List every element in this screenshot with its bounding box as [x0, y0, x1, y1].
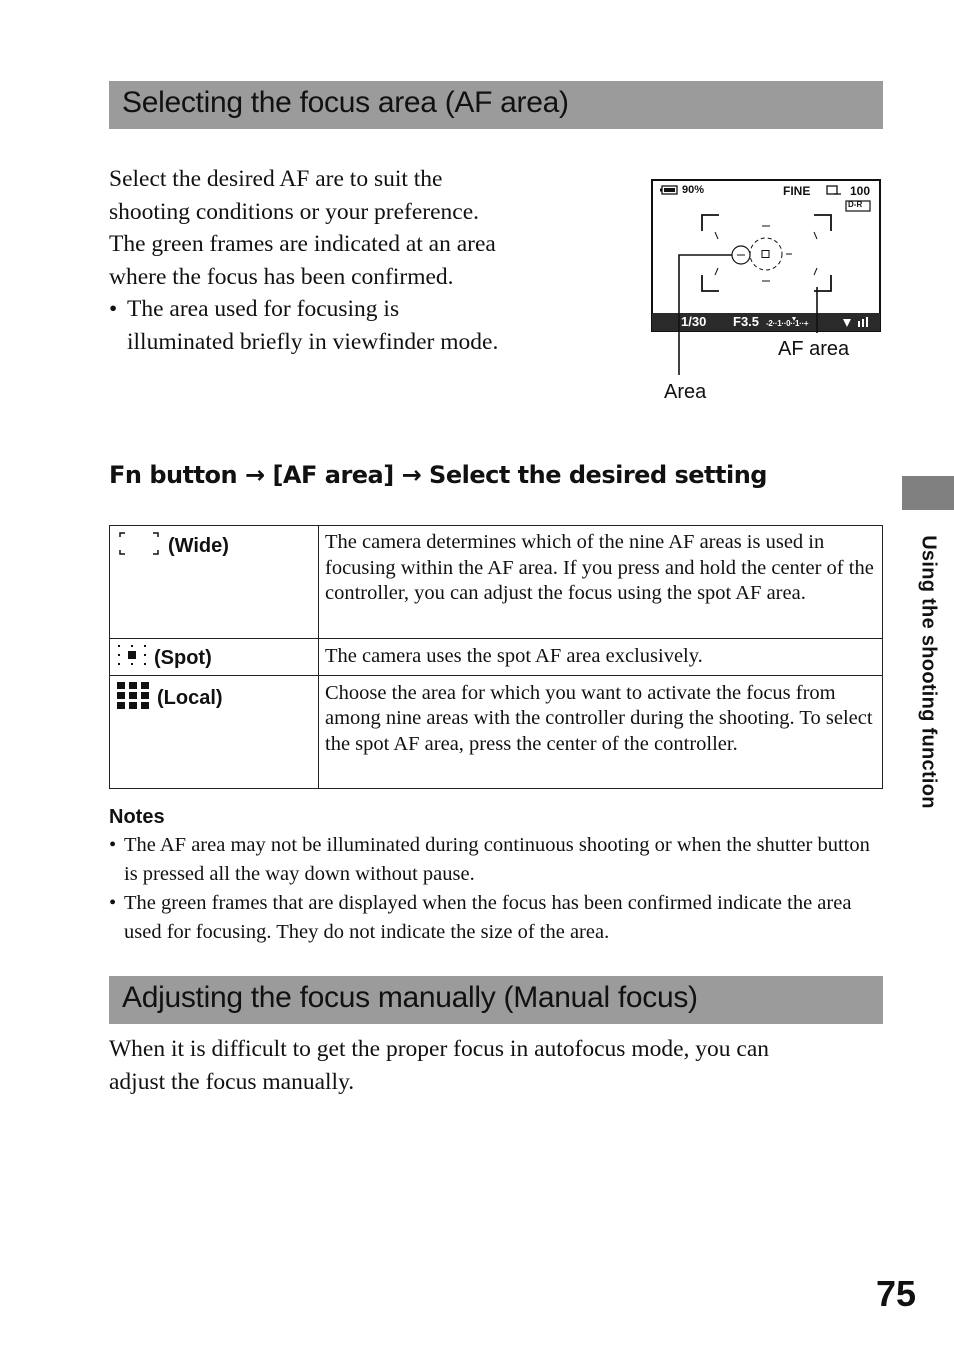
- af-area-callout: AF area: [778, 338, 850, 360]
- shutter-speed: 1/30: [681, 314, 707, 329]
- battery-percent: 90%: [682, 184, 705, 196]
- intro-line: Select the desired AF are to suit the: [109, 166, 443, 192]
- table-row: [110, 526, 883, 639]
- note-item: [109, 831, 884, 889]
- local-af-icon: [117, 682, 150, 716]
- table-cell-mode: [110, 526, 319, 639]
- lcd-diagram: [651, 179, 891, 409]
- arrow-icon: →: [244, 461, 265, 489]
- table-cell-description: The camera uses the spot AF area exclusively.: [319, 639, 883, 676]
- table-row: [110, 639, 883, 676]
- table-cell-description: Choose the area for which you want to activate the focus from among nine areas with the controller during the shooting. To select the spot AF area, press the center of the controller.: [319, 675, 883, 788]
- chapter-tab-marker: [902, 476, 954, 510]
- dro-label: D-R: [848, 200, 863, 209]
- exposure-scale: -2··1··0··1··+: [766, 319, 809, 328]
- manual-focus-paragraph: [109, 1033, 889, 1098]
- bullet-mark: •: [109, 296, 118, 322]
- spot-af-icon: [117, 642, 147, 674]
- page-number: 75: [875, 1273, 916, 1314]
- intro-line: where the focus has been confirmed.: [109, 263, 454, 290]
- mode-name: (Spot): [154, 646, 212, 669]
- table-cell-description: The camera determines which of the nine AF areas is used in focusing within the AF area. If you press and hold the center of the controller, you can adjust the focus using the spot AF area.: [319, 526, 883, 639]
- arrow-icon: →: [401, 461, 422, 489]
- table-row: [110, 675, 883, 788]
- mode-label: [110, 526, 318, 562]
- note-text: The green frames that are displayed when the focus has been confirmed indicate the area used for focusing. They do not indicate the size of the area.: [124, 892, 852, 943]
- wide-af-icon: [117, 530, 161, 562]
- section-title: Selecting the focus area (AF area): [122, 86, 569, 119]
- lcd-illustration: [651, 179, 891, 409]
- bullet-mark: •: [109, 892, 117, 914]
- aperture-value: F3.5: [733, 314, 760, 329]
- intro-line: The green frames are indicated at an area: [109, 231, 496, 257]
- section-header-af-area: [109, 81, 883, 129]
- table-cell-mode: [110, 675, 319, 788]
- procedure-af-area: [AF area]: [272, 461, 394, 489]
- image-quality: FINE: [783, 184, 811, 198]
- mode-name: (Wide): [168, 534, 229, 557]
- paragraph-line: adjust the focus manually.: [109, 1068, 355, 1095]
- intro-bullet-item: [109, 293, 569, 358]
- section-title: Adjusting the focus manually (Manual focus): [122, 981, 698, 1014]
- bullet-line: The area used for focusing is: [127, 296, 400, 322]
- notes-heading: Notes: [109, 806, 165, 828]
- af-area-table: [109, 525, 883, 789]
- procedure-fn-button: Fn button: [109, 461, 238, 489]
- mode-label: [110, 676, 318, 716]
- intro-paragraph: [109, 163, 569, 358]
- note-item: [109, 889, 884, 947]
- note-text: The AF area may not be illuminated during continuous shooting or when the shutter button is pressed all the way down without pause.: [124, 834, 870, 885]
- bullet-mark: •: [109, 834, 117, 856]
- paragraph-line: When it is difficult to get the proper focus in autofocus mode, you can: [109, 1036, 770, 1062]
- procedure-select: Select the desired setting: [429, 461, 767, 489]
- section-header-manual-focus: [109, 976, 883, 1024]
- bullet-line: illuminated briefly in viewfinder mode.: [127, 328, 499, 355]
- mode-label: [110, 639, 318, 674]
- chapter-tab-label: Using the shooting function: [917, 535, 940, 809]
- intro-line: shooting conditions or your preference.: [109, 198, 480, 225]
- mode-name: (Local): [157, 687, 223, 709]
- area-callout: Area: [664, 381, 707, 403]
- shot-count: 100: [850, 184, 871, 198]
- procedure-line: [109, 461, 767, 489]
- table-cell-mode: [110, 639, 319, 676]
